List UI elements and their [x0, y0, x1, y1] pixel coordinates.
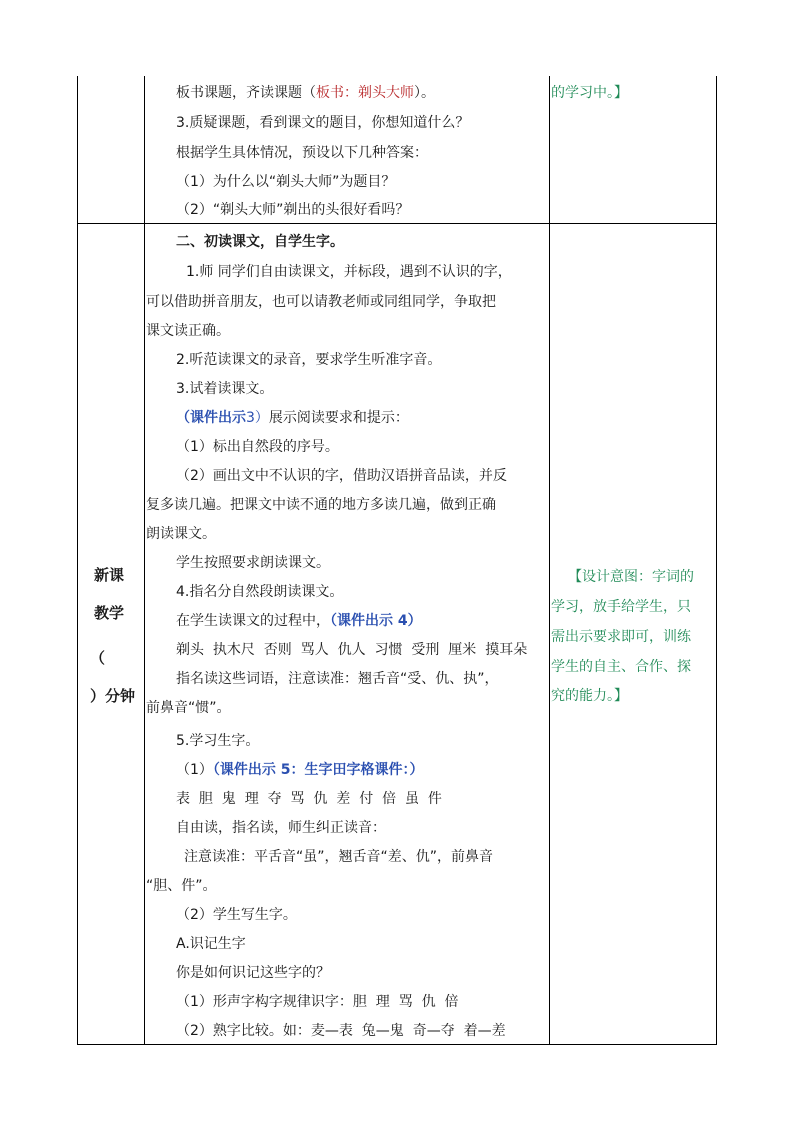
main-p11-l1: 指名读这些词语，注意读准：翘舌音“受、仇、执”，	[176, 671, 499, 687]
board-title-highlight: 板书：剃头大师	[316, 85, 414, 101]
main-p6-l2: 复多读几遍。把课文中读不通的地方多读几遍，做到正确	[146, 497, 496, 513]
main-p19: 你是如何识记这些字的？	[176, 965, 330, 981]
main-p8: 4.指名分自然段朗读课文。	[176, 584, 344, 600]
top-line-1: 板书课题，齐读课题（板书：剃头大师）。	[176, 85, 435, 101]
top-line-5: （2）“剃头大师”剃出的头很好看吗？	[176, 202, 410, 218]
section-heading: 二、初读课文，自学生字。	[176, 234, 344, 250]
section-label-1: 新课	[94, 566, 125, 584]
section-label-3: （	[90, 649, 106, 667]
section-label-2: 教学	[94, 604, 125, 622]
table-border-bottom	[77, 1044, 717, 1045]
design-note-5: 究的能力。】	[551, 688, 628, 704]
top-line-4: （1）为什么以“剃头大师”为题目？	[176, 174, 396, 190]
main-p21: （2）熟字比较。如：麦—表 兔—鬼 奇—夺 着—差	[176, 1023, 506, 1039]
top-line-3: 根据学生具体情况，预设以下几种答案：	[176, 145, 428, 161]
table-border-right	[716, 76, 717, 1045]
design-note-3: 需出示要求即可，训练	[551, 629, 691, 645]
design-note-4: 学生的自主、合作、探	[551, 659, 691, 675]
main-p18: A.识记生字	[176, 936, 246, 952]
table-row-divider	[77, 223, 717, 224]
main-p14-chars: 表 胆 鬼 理 夺 骂 仇 差 付 倍 虽 件	[176, 791, 442, 807]
main-p2: 2.听范读课文的录音，要求学生听准字音。	[176, 352, 442, 368]
main-p12: 5.学习生字。	[176, 733, 260, 749]
table-border-col2	[549, 76, 550, 1045]
main-p3: 3.试着读课文。	[176, 381, 274, 397]
main-p11-l2: 前鼻音“惯”。	[146, 700, 231, 716]
top-line-2: 3.质疑课题，看到课文的题目，你想知道什么？	[176, 115, 470, 131]
main-p1-l3: 课文读正确。	[146, 323, 230, 339]
main-p9: 在学生读课文的过程中，（课件出示 4）	[176, 613, 422, 629]
section-label-4: ）分钟	[90, 687, 136, 705]
main-p13: （1）（课件出示 5：生字田字格课件：）	[176, 762, 424, 778]
top-design-note: 的学习中。】	[551, 85, 628, 101]
main-p6-l3: 朗读课文。	[146, 526, 216, 542]
main-p4: （课件出示3）展示阅读要求和提示：	[176, 410, 409, 426]
main-p10-vocab: 剃头 执木尺 否则 骂人 仇人 习惯 受刑 厘米 摸耳朵	[176, 642, 528, 658]
main-p20: （1）形声字构字规律识字：胆 理 骂 仇 倍	[176, 994, 459, 1010]
main-p15: 自由读，指名读，师生纠正读音：	[176, 820, 386, 836]
main-p5: （1）标出自然段的序号。	[176, 439, 339, 455]
design-note-1: 【设计意图：字词的	[568, 569, 694, 585]
main-p7: 学生按照要求朗读课文。	[176, 555, 330, 571]
main-p1-l1: 1.师 同学们自由读课文，并标段，遇到不认识的字，	[186, 264, 512, 280]
main-p16-l2: “胆、件”。	[146, 878, 217, 894]
main-p6-l1: （2）画出文中不认识的字，借助汉语拼音品读，并反	[176, 468, 507, 484]
design-note-2: 学习，放手给学生，只	[551, 599, 691, 615]
main-p1-l2: 可以借助拼音朋友，也可以请教老师或同组同学，争取把	[146, 294, 496, 310]
table-border-left	[77, 76, 78, 1045]
main-p17: （2）学生写生字。	[176, 907, 297, 923]
main-p16-l1: 注意读准：平舌音“虽”，翘舌音“差、仇”，前鼻音	[184, 849, 494, 865]
table-border-col1	[144, 76, 145, 1045]
